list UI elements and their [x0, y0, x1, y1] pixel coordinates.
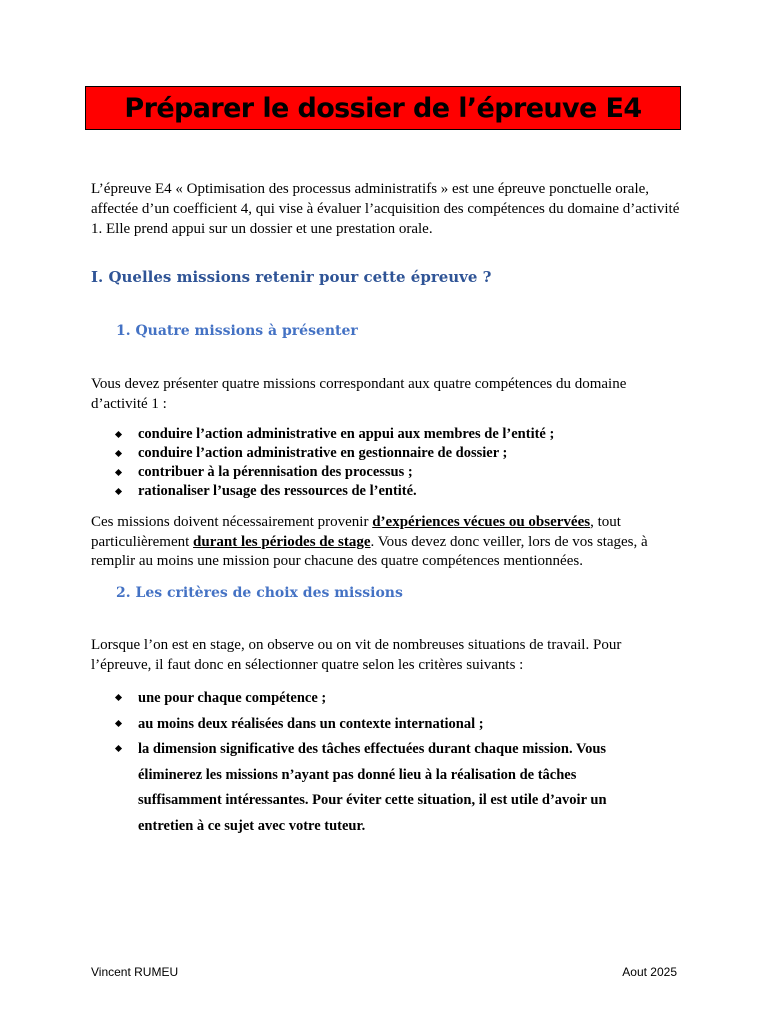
section-heading-1: I. Quelles missions retenir pour cette épreuve ? — [91, 268, 492, 286]
intro-paragraph: L’épreuve E4 « Optimisation des processus administratifs » est une épreuve ponctuelle orale, affectée d’un coefficient 4, qui vise à évaluer l’acquisition des compétences du domaine d’activité 1. Elle prend appui sur un dossier et une prestation orale. — [91, 181, 680, 237]
list-item: rationaliser l’usage des ressources de l’entité. — [112, 482, 672, 501]
criteria-list — [112, 686, 672, 839]
underlined-emphasis: durant les périodes de stage — [193, 533, 371, 550]
footer-date: Aout 2025 — [622, 965, 677, 979]
list-item: conduire l’action administrative en gestionnaire de dossier ; — [112, 444, 672, 463]
subsection-heading-2: 2. Les critères de choix des missions — [116, 585, 403, 601]
page-title: Préparer le dossier de l’épreuve E4 — [124, 92, 642, 124]
missions-intro-paragraph: Vous devez présenter quatre missions correspondant aux quatre compétences du domaine d’activité 1 : — [91, 376, 627, 412]
list-item: la dimension significative des tâches effectuées durant chaque mission. Vous éliminerez les missions n’ayant pas donné lieu à la réalisation de tâches suffisamment intéressantes. Pour éviter cette situation, il est utile d’avoir un entretien à ce sujet avec votre tuteur. — [112, 737, 658, 839]
bullet-diamond-icon — [115, 719, 122, 726]
underlined-emphasis: d’expériences vécues ou observées — [372, 514, 591, 530]
list-item: contribuer à la pérennisation des processus ; — [112, 463, 672, 482]
bullet-diamond-icon — [115, 694, 122, 701]
bullet-diamond-icon — [115, 469, 122, 476]
criteria-intro-paragraph: Lorsque l’on est en stage, on observe ou on vit de nombreuses situations de travail. Pour l’épreuve, il faut donc en sélectionner quatre selon les critères suivants : — [91, 637, 622, 673]
missions-origin-paragraph: Ces missions doivent nécessairement provenir d’expériences vécues ou observées, tout particulièrement durant les périodes de stage. Vous devez donc veiller, lors de vos stages, à remplir au moins une mission pour chacune des quatre compétences mentionnées. — [91, 514, 648, 569]
list-item: une pour chaque compétence ; — [112, 686, 672, 712]
competences-list — [112, 425, 672, 501]
list-item: au moins deux réalisées dans un contexte international ; — [112, 712, 672, 738]
bullet-diamond-icon — [115, 450, 122, 457]
bullet-diamond-icon — [115, 488, 122, 495]
bullet-diamond-icon — [115, 431, 122, 438]
subsection-heading-1: 1. Quatre missions à présenter — [116, 323, 358, 339]
list-item: conduire l’action administrative en appui aux membres de l’entité ; — [112, 425, 672, 444]
bullet-diamond-icon — [115, 745, 122, 752]
footer-author: Vincent RUMEU — [91, 965, 179, 979]
title-banner — [85, 86, 681, 130]
